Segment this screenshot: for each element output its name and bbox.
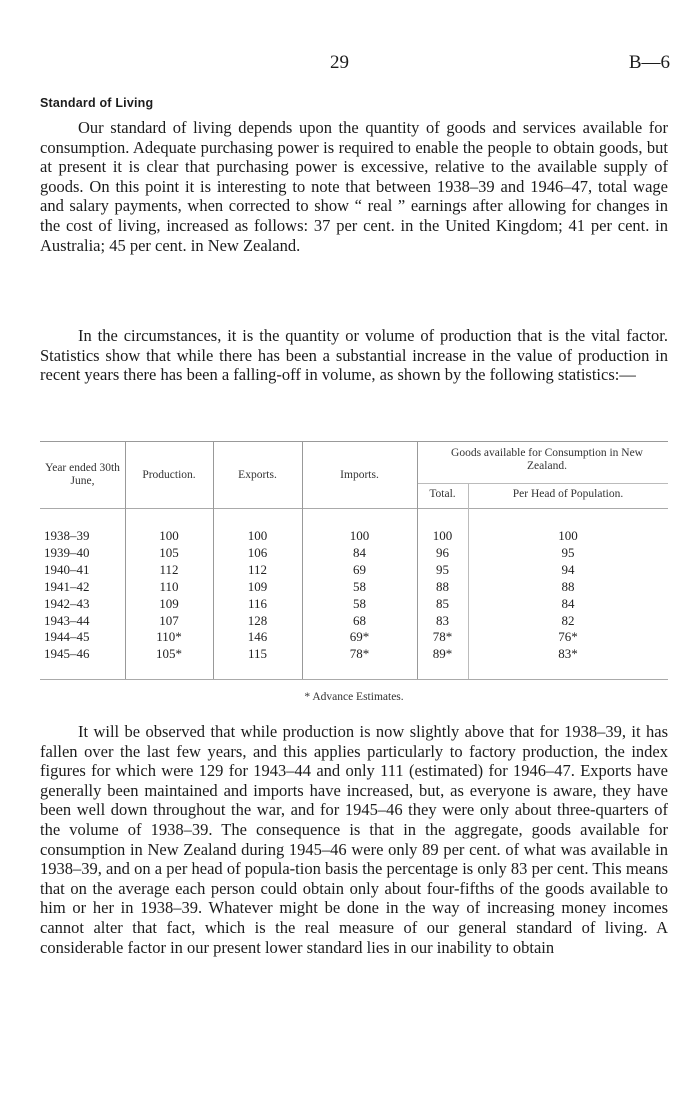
- paragraph-standard-of-living: Our standard of living depends upon the quantity of goods and services available for consumption. Adequate purchasing power is required to enable the people to obtain goods, but at present it is clear that purchasing power is excessive, relative to the available supply of goods. On this point it is interesting to note that between 1938–39 and 1946–47, total wage and salary payments, when corrected to show “ real ” earnings after allowing for changes in the cost of living, increased as follows: 37 per cent. in the United Kingdom; 41 per cent. in Australia; 45 per cent. in New Zealand.: [40, 118, 668, 255]
- cell-goods-total: 100: [432, 528, 453, 543]
- cell-production: 100: [159, 528, 179, 543]
- cell-imports: 69: [353, 561, 366, 577]
- cell-year: 1944–45: [44, 629, 90, 645]
- cell-goods-total: 89*: [432, 646, 453, 662]
- cell-goods-total: 85: [436, 595, 449, 611]
- table-footnote: * Advance Estimates.: [304, 691, 404, 703]
- goods-group-rule: [417, 483, 668, 484]
- cell-year: 1939–40: [44, 544, 90, 560]
- cell-exports: 100: [247, 528, 268, 543]
- header-exports: Exports.: [238, 469, 277, 481]
- table-top-rule: [40, 441, 668, 442]
- header-year: Year ended 30th June,: [45, 462, 120, 487]
- cell-goods-total: 83: [436, 612, 449, 628]
- cell-goods-per-head: 84: [561, 595, 575, 611]
- cell-production: 109: [159, 595, 179, 611]
- cell-imports: 100: [349, 528, 370, 543]
- cell-goods-total: 78*: [432, 629, 453, 645]
- cell-exports: 109: [247, 578, 268, 594]
- cell-exports: 116: [247, 595, 268, 611]
- cell-goods-per-head: 76*: [558, 629, 578, 645]
- cell-imports: 58: [353, 578, 366, 594]
- cell-year: 1945–46: [44, 646, 90, 662]
- cell-exports: 146: [247, 629, 268, 645]
- paragraph-volume-of-production: In the circumstances, it is the quantity or volume of production that is the vital factor. Statistics show that while there has been a substantial increase in the value of production in recent years there has been a falling-off in volume, as shown by the following statistics:—: [40, 326, 668, 385]
- cell-imports: 68: [353, 612, 366, 628]
- header-production: Production.: [142, 469, 196, 481]
- page-number: 29: [330, 52, 349, 73]
- table-header-rule: [40, 508, 668, 509]
- cell-goods-per-head: 94: [561, 561, 575, 577]
- cell-production: 112: [159, 561, 179, 577]
- cell-production: 107: [159, 612, 179, 628]
- statistics-table: [40, 441, 668, 703]
- cell-goods-total: 88: [436, 578, 449, 594]
- cell-exports: 106: [247, 544, 268, 560]
- cell-exports: 128: [247, 612, 268, 628]
- cell-imports: 78*: [349, 646, 370, 662]
- cell-year: 1943–44: [44, 612, 90, 628]
- page-header: [0, 52, 700, 76]
- cell-production: 105: [159, 544, 179, 560]
- cell-exports: 115: [247, 646, 268, 662]
- cell-goods-per-head: 100: [558, 528, 578, 543]
- cell-goods-total: 95: [436, 561, 449, 577]
- cell-goods-per-head: 82: [561, 612, 575, 628]
- cell-year: 1942–43: [44, 595, 90, 611]
- cell-goods-per-head: 95: [561, 544, 575, 560]
- cell-goods-per-head: 83*: [558, 646, 578, 662]
- paragraph-observations: It will be observed that while production is now slightly above that for 1938–39, it has fallen over the last few years, and this applies particularly to factory production, the index figures for which were 129 for 1943–44 and only 111 (estimated) for 1946–47. Exports have generally been maintained and imports have increased, but, as everyone is aware, they have been well down throughout the war, and for 1945–46 they were only about three-quarters of the volume of 1938–39. The consequence is that in the aggregate, goods available for consumption in New Zealand during 1945–46 were only 89 per cent. of what was available in 1938–39, and on a per head of popula-tion basis the percentage is only 83 per cent. This means that on the average each person could obtain only about four-fifths of the goods available to him or her in 1938–39. Whatever might be done in the way of increasing money incomes cannot alter that fact, which is the real measure of our general standard of living. A considerable factor in our present lower standard lies in our inability to obtain: [40, 722, 668, 957]
- cell-production: 110: [159, 578, 179, 594]
- cell-year: 1940–41: [44, 561, 90, 577]
- cell-goods-total: 96: [436, 544, 449, 560]
- cell-imports: 69*: [349, 629, 370, 645]
- cell-year: 1941–42: [44, 578, 90, 594]
- document-reference: B—6: [628, 52, 670, 73]
- cell-goods-per-head: 88: [561, 578, 575, 594]
- section-heading: Standard of Living: [40, 96, 154, 110]
- header-goods-total: Total.: [429, 488, 456, 500]
- cell-exports: 112: [247, 561, 268, 577]
- cell-imports: 58: [353, 595, 366, 611]
- cell-year: 1938–39: [44, 528, 90, 543]
- header-imports: Imports.: [340, 469, 379, 481]
- cell-production: 105*: [156, 646, 182, 662]
- table-bottom-rule: [40, 679, 668, 680]
- cell-imports: 84: [353, 544, 366, 560]
- header-goods-available: Goods available for Consumption in New Zealand.: [451, 447, 643, 472]
- header-goods-per-head: Per Head of Population.: [512, 488, 624, 500]
- cell-production: 110*: [156, 629, 182, 645]
